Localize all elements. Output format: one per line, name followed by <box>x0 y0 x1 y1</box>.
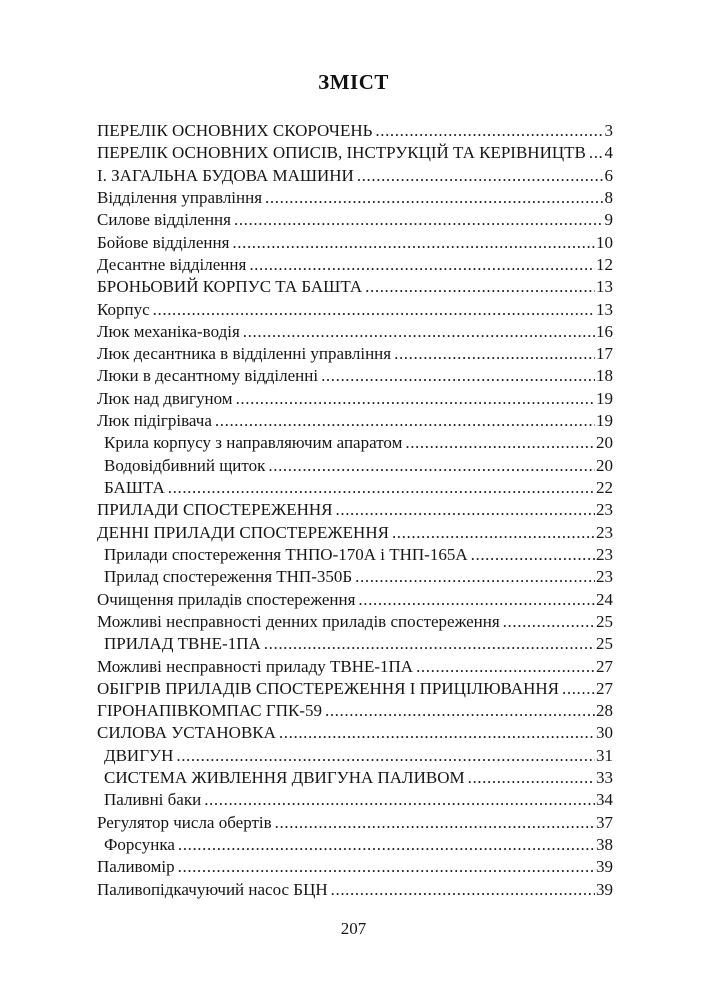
toc-entry <box>97 500 613 522</box>
toc-entry-page: 4 <box>604 143 613 163</box>
toc-dot-leader <box>279 723 595 743</box>
toc-dot-leader <box>176 746 595 766</box>
toc-entry <box>97 679 613 701</box>
toc-dot-leader <box>232 233 595 253</box>
toc-dot-leader <box>416 657 595 677</box>
toc-dot-leader <box>471 545 595 565</box>
toc-entry-label: Силове відділення <box>97 210 231 230</box>
toc-entry-label: Регулятор числа обертів <box>97 812 272 832</box>
toc-entry <box>97 322 613 344</box>
toc-entry-page: 16 <box>596 321 613 341</box>
toc-entry <box>97 143 613 165</box>
toc-entry <box>97 188 613 210</box>
toc-entry-page: 28 <box>596 701 613 721</box>
toc-entry-page: 12 <box>596 254 613 274</box>
toc-dot-leader <box>355 567 595 587</box>
toc-entry-label: Люк десантника в відділенні управління <box>97 344 392 364</box>
page-number: 207 <box>340 919 367 938</box>
toc-entry-label: ПЕРЕЛІК ОСНОВНИХ СКОРОЧЕНЬ <box>97 121 373 140</box>
toc-dot-leader <box>178 835 595 855</box>
toc-entry-label: Крила корпусу з направляючим апаратом <box>104 433 403 453</box>
toc-entry-page: 38 <box>596 835 613 854</box>
toc-entry-label: Очищення приладів спостереження <box>97 589 356 609</box>
toc-entry-label: Люк підігрівача <box>97 411 212 431</box>
toc-entry-page: 8 <box>604 187 613 207</box>
toc-entry <box>97 433 613 455</box>
toc-entry <box>97 723 613 745</box>
toc-entry <box>97 389 613 411</box>
toc-entry <box>97 121 613 143</box>
toc-entry-page: 6 <box>604 165 613 185</box>
toc-dot-leader <box>178 857 595 877</box>
toc-entry <box>97 523 613 545</box>
toc-dot-leader <box>265 188 603 208</box>
toc-entry <box>97 634 613 656</box>
toc-entry <box>97 344 613 366</box>
toc-entry <box>97 366 613 388</box>
toc-dot-leader <box>503 612 595 632</box>
toc-entry-label: ГІРОНАПІВКОМПАС ГПК-59 <box>97 701 322 721</box>
toc-entry-label: ПРИЛАДИ СПОСТЕРЕЖЕННЯ <box>97 500 333 520</box>
toc-entry-label: ДЕННІ ПРИЛАДИ СПОСТЕРЕЖЕННЯ <box>97 522 389 542</box>
toc-dot-leader <box>234 210 604 230</box>
toc-dot-leader <box>357 166 604 186</box>
toc-entry-label: СИСТЕМА ЖИВЛЕННЯ ДВИГУНА ПАЛИВОМ <box>104 768 465 788</box>
toc-entry-label: ПРИЛАД ТВНЕ-1ПА <box>104 634 261 654</box>
toc-entry <box>97 456 613 478</box>
toc-dot-leader <box>268 456 595 476</box>
toc-entry-label: БАШТА <box>104 478 165 497</box>
toc-entry-label: Люк механіка-водія <box>97 321 240 341</box>
toc-entry <box>97 657 613 679</box>
toc-entry-label: БРОНЬОВИЙ КОРПУС ТА БАШТА <box>97 277 363 297</box>
toc-dot-leader <box>168 478 595 498</box>
toc-entry-page: 27 <box>596 678 613 698</box>
toc-dot-leader <box>468 768 595 788</box>
toc-entry-label: Паливопідкачуючий насос БЦН <box>97 879 328 899</box>
toc-dot-leader <box>375 121 603 141</box>
toc-dot-leader <box>153 300 595 320</box>
toc-entry <box>97 768 613 790</box>
toc-entry-label: Люк над двигуном <box>97 388 233 408</box>
toc-dot-leader <box>321 366 595 386</box>
toc-entry <box>97 277 613 299</box>
toc-entry <box>97 166 613 188</box>
toc-entry <box>97 813 613 835</box>
toc-entry <box>97 567 613 589</box>
toc-entry-page: 17 <box>596 344 613 364</box>
toc-dot-leader <box>236 389 595 409</box>
toc-entry <box>97 411 613 433</box>
toc-dot-leader <box>405 433 595 453</box>
toc-entry-page: 23 <box>596 522 613 542</box>
toc-dot-leader <box>325 701 595 721</box>
toc-entry-page: 20 <box>596 455 613 475</box>
toc-entry-label: ПЕРЕЛІК ОСНОВНИХ ОПИСІВ, ІНСТРУКЦІЙ ТА КЕРІВНИЦТВ <box>97 143 586 163</box>
toc-entry-page: 25 <box>596 634 613 654</box>
toc-entry-page: 3 <box>604 121 613 140</box>
toc-dot-leader <box>336 500 596 520</box>
toc-entry-label: Паливні баки <box>104 790 202 810</box>
toc-entry-label: Форсунка <box>104 835 175 854</box>
toc-entry-label: Можливі несправності денних приладів спостереження <box>97 611 500 631</box>
toc-dot-leader <box>275 813 595 833</box>
toc-entry <box>97 746 613 768</box>
toc-entry-label: Десантне відділення <box>97 254 247 274</box>
toc-entry <box>97 612 613 634</box>
toc-entry <box>97 880 613 902</box>
toc-entry-page: 23 <box>596 500 613 520</box>
toc-entry-label: ДВИГУН <box>104 745 174 765</box>
toc-entry-page: 23 <box>596 544 613 564</box>
toc-entry-page: 24 <box>596 589 613 609</box>
toc-entry-label: Люки в десантному відділенні <box>97 366 319 386</box>
toc-dot-leader <box>249 255 595 275</box>
toc-entry-page: 39 <box>596 857 613 877</box>
toc-entry-label: Паливомір <box>97 857 175 877</box>
toc-entry-page: 19 <box>596 388 613 408</box>
toc-entry-label: ОБІГРІВ ПРИЛАДІВ СПОСТЕРЕЖЕННЯ І ПРИЦІЛЮВАННЯ <box>97 678 559 698</box>
toc-entry <box>97 835 613 857</box>
toc-entry-page: 13 <box>596 277 613 297</box>
toc-entry-page: 34 <box>596 790 613 810</box>
page-title: ЗМІСТ <box>318 70 389 94</box>
toc-entry-page: 27 <box>596 656 613 676</box>
toc-dot-leader <box>562 679 595 699</box>
toc-entry-label: Водовідбивний щиток <box>104 455 266 475</box>
toc-entry-page: 9 <box>604 210 613 230</box>
toc-dot-leader <box>243 322 595 342</box>
toc-entry <box>97 857 613 879</box>
toc-entry <box>97 478 613 500</box>
toc-entry-label: І. ЗАГАЛЬНА БУДОВА МАШИНИ <box>97 165 354 185</box>
toc-entry <box>97 210 613 232</box>
toc-entry <box>97 233 613 255</box>
toc-entry-page: 25 <box>596 611 613 631</box>
toc-entry-label: Прилад спостереження ТНП-350Б <box>104 567 353 587</box>
toc-entry-label: Корпус <box>97 299 150 319</box>
toc-entry-page: 30 <box>596 723 613 743</box>
toc-list <box>97 121 613 902</box>
toc-entry-page: 10 <box>596 232 613 252</box>
toc-entry-label: Прилади спостереження ТНПО-170А і ТНП-165А <box>104 544 468 564</box>
toc-entry-page: 22 <box>596 478 613 497</box>
toc-dot-leader <box>331 880 595 900</box>
toc-dot-leader <box>392 523 595 543</box>
toc-entry-page: 39 <box>596 879 613 899</box>
toc-entry-page: 37 <box>596 812 613 832</box>
toc-entry-page: 13 <box>596 299 613 319</box>
toc-dot-leader <box>394 344 595 364</box>
toc-dot-leader <box>589 143 604 163</box>
toc-entry <box>97 790 613 812</box>
toc-entry <box>97 300 613 322</box>
toc-entry-label: Відділення управління <box>97 187 263 207</box>
toc-entry-label: Можливі несправності приладу ТВНЕ-1ПА <box>97 656 414 676</box>
toc-entry-page: 31 <box>596 745 613 765</box>
toc-entry-page: 18 <box>596 366 613 386</box>
toc-entry <box>97 701 613 723</box>
toc-entry-page: 33 <box>596 768 613 788</box>
toc-entry-page: 20 <box>596 433 613 453</box>
toc-entry-label: СИЛОВА УСТАНОВКА <box>97 723 276 743</box>
toc-dot-leader <box>358 590 595 610</box>
toc-dot-leader <box>215 411 595 431</box>
toc-dot-leader <box>365 277 595 297</box>
toc-entry-page: 19 <box>596 411 613 431</box>
toc-entry-label: Бойове відділення <box>97 232 230 252</box>
toc-entry <box>97 590 613 612</box>
toc-entry <box>97 545 613 567</box>
toc-entry <box>97 255 613 277</box>
toc-dot-leader <box>264 634 595 654</box>
toc-dot-leader <box>204 790 595 810</box>
toc-entry-page: 23 <box>596 567 613 587</box>
